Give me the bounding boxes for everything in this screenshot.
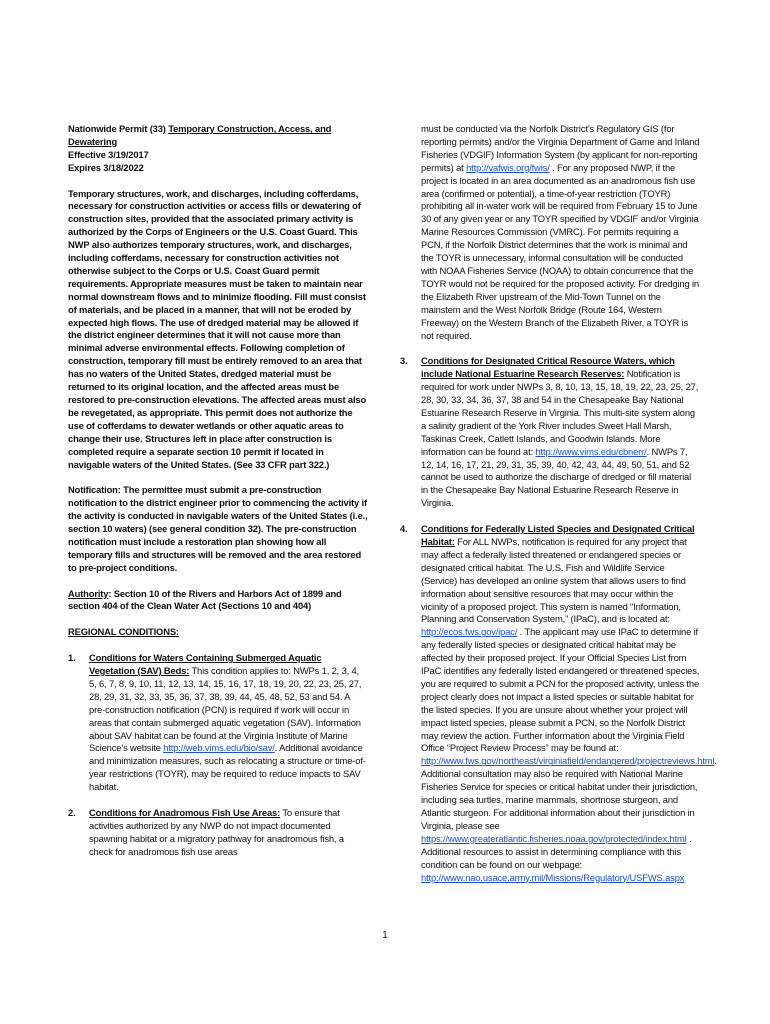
regional-conditions-heading: REGIONAL CONDITIONS: (68, 626, 179, 638)
condition-text: must be conducted via the Norfolk District’s Regulatory GIS (for reporting permits) and/or the Virginia Department of Game and Inland Fisheries (VDGIF) Information System (by applicant for non-reporting permits) at (421, 123, 700, 173)
condition-2-continued (400, 123, 700, 342)
authority-paragraph (68, 588, 368, 614)
permit-title-line (68, 123, 368, 149)
condition-title: Conditions for Waters Containing Submerged Aquatic Vegetation (SAV) Beds: (89, 652, 322, 676)
condition-title: Conditions for Federally Listed Species and Designated Critical Habitat: (421, 523, 695, 547)
condition-text: . NWPs 7, 12, 14, 16, 17, 21, 29, 31, 35, 39, 40, 42, 43, 44, 49, 50, 51, and 52 cannot be used to authorize the discharge of dredged or fill material in the Chesapeake Bay National Estuarine Research Reserve in Virginia. (421, 445, 692, 509)
condition-number: 1. (68, 652, 76, 664)
condition-title: Conditions for Anadromous Fish Use Areas: (89, 806, 281, 818)
page-number: 1 (382, 930, 388, 941)
condition-4 (400, 523, 717, 884)
condition-text: . The applicant may use IPaC to determine if any federally listed species or designated critical habitat may be affected by their proposed project. If your Official Species List from IPaC identifies any federally listed endangered or threatened species, you are required to submit a PCN for the proposed activity, unless the project clearly does not impact a listed species or suitable habitat for the listed species. If you are unsure about whether your project will impact listed species, please submit a PCN, so the Norfolk District may review the action. Further information about the Virginia Field Office “Project Review Process” may be found at: (421, 626, 700, 754)
condition-number: 3. (400, 355, 408, 367)
permit-title: Temporary Construction, Access, and Dewatering (68, 123, 332, 147)
vafwis-link[interactable]: http://vafwis.org/fwis/ (466, 161, 550, 173)
condition-text: Notification is required for work under NWPs 3, 8, 10, 13, 15, 18, 19, 22, 23, 25, 27, 28, 30, 33, 34, 36, 37, 38 and 54 in the Chesapeake Bay National Estuarine Research Reserve in Virginia. This multi-site system along a salinity gradient of the York River includes Sweet Hall Marsh, Taskinas Creek, Catlett Islands, and Goodwin Islands. More information can be found at: (421, 368, 699, 457)
condition-1 (68, 652, 368, 794)
condition-text: . Additional resources to assist in determining compliance with this condition can be found on our webpage: (421, 832, 692, 870)
noaa-protected-link[interactable]: https://www.greateratlantic.fisheries.noaa.gov/protected/index.html (421, 832, 687, 844)
condition-number: 2. (68, 806, 76, 818)
condition-2 (68, 807, 368, 859)
condition-text: This condition applies to: NWPs 1, 2, 3, 4, 5, 6, 7, 8, 9, 10, 11, 12, 13, 14, 15, 16, 17, 18, 19, 20, 22, 23, 25, 27, 28, 29, 31, 32, 33, 35, 36, 37, 38, 39, 44, 45, 48, 52, 53 and 54. A pre-construction notification (PCN) is required if work will occur in areas that contain submerged aquatic vegetation (SAV). Information about SAV habitat can be found at the Virginia Institute of Marine Science’s website (89, 664, 362, 754)
right-column (400, 123, 717, 884)
permit-summary: Temporary structures, work, and discharges, including cofferdams, necessary for construction activities or access fills or dewatering of construction sites, provided that the associated primary activity is authorized by the Corps of Engineers or the U.S. Coast Guard. This NWP also authorizes temporary structures, work, and discharges, including cofferdams, necessary for construction activities not otherwise subject to the Corps or U.S. Coast Guard permit requirements. Appropriate measures must be taken to maintain near normal downstream flows and to minimize flooding. Fill must consist of materials, and be placed in a manner, that will not be eroded by expected high flows. The use of dredged material may be allowed if the district engineer determines that it will not cause more than minimal adverse environmental effects. Following completion of construction, temporary fill must be entirely removed to an area that has no waters of the United States, dredged material must be returned to its original location, and the affected areas must be restored to pre-construction elevations. The affected areas must also be revegetated, as appropriate. This permit does not authorize the use of cofferdams to dewater wetlands or other aquatic areas to change their use. Structures left in place after construction is completed require a separate section 10 permit if located in navigable waters of the United States. (See 33 CFR part 322.) (68, 187, 367, 470)
condition-title: Conditions for Designated Critical Resource Waters, which include National Estuarine Research Reserves: (421, 355, 675, 380)
condition-text: To ensure that activities authorized by any NWP do not impact documented spawning habitat or a migratory pathway for anadromous fish, a check for anadromous fish use areas (89, 806, 344, 857)
authority-label: Authority (68, 587, 109, 599)
authority-text: : Section 10 of the Rivers and Harbors Act of 1899 and section 404 of the Clean Water Act (Sections 10 and 404) (68, 587, 342, 612)
cbnerr-link[interactable]: http://www.vims.edu/cbnerr/ (535, 445, 647, 457)
permit-prefix: Nationwide Permit (33) (68, 123, 169, 134)
condition-text: . Additional avoidance and minimization measures, such as relocating a structure or time-of-year restrictions (TOYR), may be required to reduce impacts to SAV habitat. (89, 742, 366, 793)
condition-text: . For any proposed NWP, if the project is located in an area documented as an anadromous fish use area (confirmed or potential), a time-of-year restriction (TOYR) prohibiting all in-water work will be required from February 15 to June 30 of any given year or any TOYR specified by VDGIF and/or Virginia Marine Resources Commission (VMRC). For permits requiring a PCN, if the Norfolk District determines that the work is minimal and the TOYR is unnecessary, informal consultation will be conducted with NOAA Fisheries Service (NOAA) to obtain concurrence that the TOYR would not be required for the proposed activity. For dredging in the Elizabeth River upstream of the Mid-Town Tunnel on the mainstem and the West Norfolk Bridge (Route 164, Western Freeway) on the Western Branch of the Elizabeth River, a TOYR is not required. (421, 161, 699, 341)
ipac-link[interactable]: http://ecos.fws.gov/ipac/ (421, 626, 518, 638)
notification-paragraph: Notification: The permittee must submit a pre-construction notification to the district engineer prior to commencing the activity if the activity is conducted in navigable waters of the United States (i.e., section 10 waters) (see general condition 32). The pre-construction notification must include a restoration plan showing how all temporary fills and structures will be removed and the area restored to pre-project conditions. (68, 484, 368, 573)
left-column (68, 123, 368, 859)
fws-project-review-link[interactable]: http://www.fws.gov/northeast/virginiafield/endangered/projectreviews.html (421, 755, 715, 767)
condition-number: 4. (400, 523, 408, 535)
expires-date: Expires 3/18/2022 (68, 161, 144, 173)
usace-usfws-link[interactable]: http://www.nao.usace.army.mil/Missions/Regulatory/USFWS.aspx (421, 871, 685, 883)
sav-link[interactable]: http://web.vims.edu/bio/sav/ (163, 742, 275, 754)
condition-text: For ALL NWPs, notification is required for any project that may affect a federally listed threatened or endangered species or designated critical habitat. The U.S. Fish and Wildlife Service (Service) has developed an online system that allows users to find information about sensitive resources that may occur within the vicinity of a proposed project. This system is named “Information, Planning and Conservation System,” (IPaC), and is located at: (421, 535, 687, 625)
effective-date: Effective 3/19/2017 (68, 148, 149, 160)
condition-3 (400, 355, 700, 510)
condition-text: . Additional consultation may also be required with National Marine Fisheries Service for species or critical habitat under their jurisdiction, including sea turtles, marine mammals, shortnose sturgeon, and Atlantic sturgeon. For additional information about their jurisdiction in Virginia, please see (421, 755, 717, 831)
